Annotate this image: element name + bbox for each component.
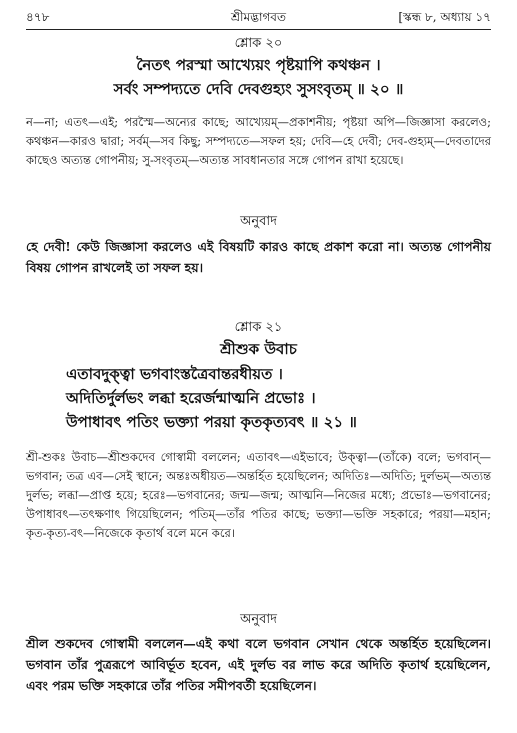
verse-21-line-1: এতাবদুক্ত্বা ভগবাংস্তত্রৈবান্তরধীয়ত । xyxy=(66,365,283,383)
book-title: শ্রীমদ্ভাগবত xyxy=(230,10,286,24)
verse-21-translation-label: অনুবাদ xyxy=(240,612,277,627)
verse-21-translation: শ্রীল শুকদেব গোস্বামী বললেন—এই কথা বলে ভগবান সেখান থেকে অন্তর্হিত হয়েছিলেন। ভগবান তাঁর পুত্ররূপে আবির্ভূত হবেন, এই দুর্লভ বর লাভ করে অদিতি কৃতার্থ হয়েছিলেন, এবং পরম ভক্তি সহকারে তাঁর পতির সমীপবর্তী হয়েছিলেন। xyxy=(26,636,491,693)
verse-20-synonyms: ন—না; এতৎ—এই; পরস্মৈ—অন্যের কাছে; আখ্যেয়ম্—প্রকাশনীয়; পৃষ্টয়া অপি—জিজ্ঞাসা করলেও; কথঞ্চন—কারও দ্বারা; সর্বম্—সব কিছু; সম্পদ্যতে—সফল হয়; দেবি—হে দেবী; দেব-গুহ্যম্—দেবতাদের কাছেও অত্যন্ত গোপনীয়; সু-সংবৃতম্—অত্যন্ত সাবধানতার সঙ্গে গোপন রাখা হয়েছে। xyxy=(26,115,491,167)
section-reference: [স্কন্ধ ৮, অধ্যায় ১৭ xyxy=(398,10,491,24)
verse-21-label: শ্লোক ২১ xyxy=(234,320,283,335)
running-header xyxy=(26,6,491,28)
verse-21-line-3: উপাধাবৎ পতিং ভক্ত্যা পরয়া কৃতকৃত্যবৎ ॥ ২১ ॥ xyxy=(66,413,357,431)
verse-20-line-1: নৈতৎ পরস্মা আখ্যেয়ং পৃষ্টয়াপি কথঞ্চন । xyxy=(136,56,381,74)
page-number: ৪৭৮ xyxy=(26,10,50,24)
verse-21-speaker: শ্রীশুক উবাচ xyxy=(220,340,297,358)
verse-20-line-2: সর্বং সম্পদ্যতে দেবি দেবগুহ্যং সুসংবৃতম্ ॥ ২০ ॥ xyxy=(113,80,404,98)
verse-20-translation: হে দেবী! কেউ জিজ্ঞাসা করলেও এই বিষয়টি কারও কাছে প্রকাশ করো না। অত্যন্ত গোপনীয় বিষয় গোপন রাখলেই তা সফল হয়। xyxy=(26,239,491,275)
header-rule xyxy=(26,29,491,30)
verse-20-label: শ্লোক ২০ xyxy=(234,36,283,51)
verse-21-line-2: অদিতির্দুর্লভং লব্ধা হরের্জন্মাত্মনি প্রভোঃ । xyxy=(66,389,316,407)
verse-21-synonyms: শ্রী-শুকঃ উবাচ—শ্রীশুকদেব গোস্বামী বললেন; এতাবৎ—এইভাবে; উক্ত্বা—(তাঁকে) বলে; ভগবান্—ভগবান; তত্র এব—সেই স্থানে; অন্তঃঅধীয়ত—অন্তর্হিত হয়েছিলেন; অদিতিঃ—অদিতি; দুর্লভম্—অত্যন্ত দুর্লভ; লব্ধা—প্রাপ্ত হয়ে; হরেঃ—ভগবানের; জন্ম—জন্ম; আত্মনি—নিজের মধ্যে; প্রভোঃ—ভগবানের; উপাধাবৎ—তৎক্ষণাৎ গিয়েছিলেন; পতিম্—তাঁর পতির কাছে; ভক্ত্যা—ভক্তি সহকারে; পরয়া—মহান; কৃত-কৃত্য-বৎ—নিজেকে কৃতার্থ বলে মনে করে। xyxy=(26,450,491,540)
verse-20-translation-label: অনুবাদ xyxy=(240,214,277,229)
